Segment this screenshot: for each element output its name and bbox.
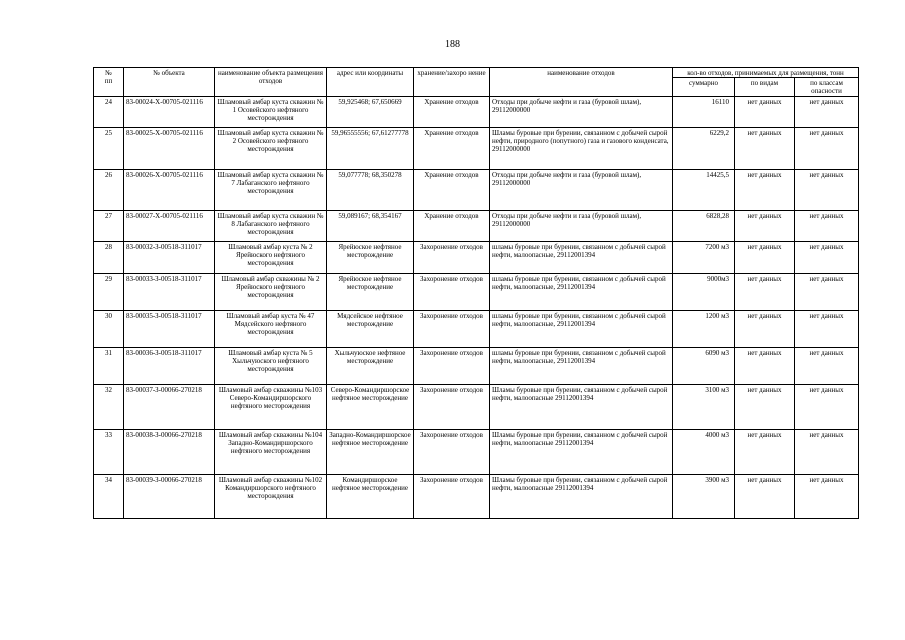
table-row <box>94 429 859 474</box>
object-number-cell: 83-00032-З-00518-311017 <box>124 241 215 273</box>
row-number-cell: 34 <box>94 474 124 518</box>
waste-name-cell: Шламы буровые при бурении, связанном с добычей сырой нефти, малоопасные 29112001394 <box>490 384 673 429</box>
row-number-cell: 30 <box>94 310 124 347</box>
amount-by-class-cell: нет данных <box>795 310 859 347</box>
table-row <box>94 273 859 310</box>
total-amount-cell: 3100 м3 <box>673 384 735 429</box>
waste-name-cell: Отходы при добыче нефти и газа (буровой шлам), 29112000000 <box>490 210 673 241</box>
storage-type-cell: Захоронение отходов <box>414 429 490 474</box>
waste-name-cell: Шламы буровые при бурении, связанном с добычей сырой нефти, природного (попутного) газа и газового конденсата, 29112000000 <box>490 127 673 169</box>
total-amount-cell: 1200 м3 <box>673 310 735 347</box>
total-amount-cell: 6090 м3 <box>673 347 735 384</box>
amount-by-type-cell: нет данных <box>735 429 795 474</box>
storage-type-cell: Захоронение отходов <box>414 310 490 347</box>
row-number-cell: 26 <box>94 169 124 210</box>
amount-by-class-cell: нет данных <box>795 347 859 384</box>
table-row <box>94 474 859 518</box>
object-name-cell: Шламовый амбар куста № 47 Мядсейского нефтяного месторождения <box>215 310 327 347</box>
header-row <box>94 68 859 78</box>
waste-name-cell: шламы буровые при бурении, связанном с добычей сырой нефти, малоопасные, 29112001394 <box>490 310 673 347</box>
row-number-cell: 25 <box>94 127 124 169</box>
amount-by-class-cell: нет данных <box>795 96 859 127</box>
object-name-cell: Шламовый амбар куста скважин № 2 Осовейского нефтяного месторождения <box>215 127 327 169</box>
object-name-cell: Шламовый амбар скважины №103 Северо-Командиршорского нефтяного месторождения <box>215 384 327 429</box>
address-cell: Мядсейское нефтяное месторождение <box>327 310 414 347</box>
storage-type-cell: Захоронение отходов <box>414 347 490 384</box>
amount-by-type-cell: нет данных <box>735 169 795 210</box>
object-number-cell: 83-00038-З-00066-270218 <box>124 429 215 474</box>
row-number-cell: 24 <box>94 96 124 127</box>
amount-by-type-cell: нет данных <box>735 96 795 127</box>
object-number-cell: 83-00027-Х-00705-021116 <box>124 210 215 241</box>
waste-name-cell: Отходы при добыче нефти и газа (буровой шлам), 29112000000 <box>490 96 673 127</box>
amount-by-class-cell: нет данных <box>795 241 859 273</box>
waste-name-cell: Шламы буровые при бурении, связанном с добычей сырой нефти, малоопасные 29112001394 <box>490 429 673 474</box>
storage-type-cell: Захоронение отходов <box>414 384 490 429</box>
amount-by-class-cell: нет данных <box>795 210 859 241</box>
amount-by-type-cell: нет данных <box>735 474 795 518</box>
header-address: адрес или координаты <box>327 68 414 97</box>
header-total: суммарно <box>673 78 735 96</box>
storage-type-cell: Захоронение отходов <box>414 241 490 273</box>
table-body <box>94 96 859 518</box>
waste-name-cell: Шламы буровые при бурении, связанном с добычей сырой нефти, малоопасные 29112001394 <box>490 474 673 518</box>
amount-by-class-cell: нет данных <box>795 384 859 429</box>
address-cell: Командиршорское нефтяное месторождение <box>327 474 414 518</box>
address-cell: Западно-Командиршорское нефтяное месторождение <box>327 429 414 474</box>
table-row <box>94 310 859 347</box>
table-header <box>94 68 859 97</box>
storage-type-cell: Хранение отходов <box>414 169 490 210</box>
table-row <box>94 384 859 429</box>
object-name-cell: Шламовый амбар скважины №102 Командиршорского нефтяного месторождения <box>215 474 327 518</box>
waste-name-cell: шламы буровые при бурении, связанном с добычей сырой нефти, малоопасные, 29112001394 <box>490 241 673 273</box>
total-amount-cell: 6828,28 <box>673 210 735 241</box>
address-cell: 59,089167; 68,354167 <box>327 210 414 241</box>
storage-type-cell: Хранение отходов <box>414 210 490 241</box>
header-object-num: № объекта <box>124 68 215 97</box>
amount-by-type-cell: нет данных <box>735 310 795 347</box>
header-amount-group: кол-во отходов, принимаемых для размещения, тонн <box>673 68 859 78</box>
object-name-cell: Шламовый амбар куста скважин № 7 Лабаганского нефтяного месторождения <box>215 169 327 210</box>
address-cell: 59,077778; 68,350278 <box>327 169 414 210</box>
total-amount-cell: 9000м3 <box>673 273 735 310</box>
table-row <box>94 347 859 384</box>
row-number-cell: 33 <box>94 429 124 474</box>
table-row <box>94 96 859 127</box>
header-storage: хранение/захоро нение <box>414 68 490 97</box>
header-by-type: по видам <box>735 78 795 96</box>
object-name-cell: Шламовый амбар куста скважин № 1 Осовейского нефтяного месторождения <box>215 96 327 127</box>
total-amount-cell: 16110 <box>673 96 735 127</box>
amount-by-type-cell: нет данных <box>735 210 795 241</box>
waste-name-cell: Отходы при добыче нефти и газа (буровой шлам), 29112000000 <box>490 169 673 210</box>
waste-name-cell: шламы буровые при бурении, связанном с добычей сырой нефти, малоопасные, 29112001394 <box>490 347 673 384</box>
amount-by-type-cell: нет данных <box>735 273 795 310</box>
total-amount-cell: 14425,5 <box>673 169 735 210</box>
object-number-cell: 83-00039-З-00066-270218 <box>124 474 215 518</box>
amount-by-type-cell: нет данных <box>735 127 795 169</box>
amount-by-type-cell: нет данных <box>735 384 795 429</box>
header-by-class: по классам опасности <box>795 78 859 96</box>
amount-by-class-cell: нет данных <box>795 169 859 210</box>
object-number-cell: 83-00025-Х-00705-021116 <box>124 127 215 169</box>
storage-type-cell: Захоронение отходов <box>414 273 490 310</box>
table-row <box>94 241 859 273</box>
page-number: 188 <box>445 39 460 50</box>
object-number-cell: 83-00026-Х-00705-021116 <box>124 169 215 210</box>
table-row <box>94 127 859 169</box>
address-cell: Хыльчуюское нефтяное месторождение <box>327 347 414 384</box>
amount-by-class-cell: нет данных <box>795 474 859 518</box>
waste-facilities-table <box>93 67 859 519</box>
total-amount-cell: 6229,2 <box>673 127 735 169</box>
total-amount-cell: 3900 м3 <box>673 474 735 518</box>
object-name-cell: Шламовый амбар скважины №104 Западно-Командиршорского нефтяного месторождения <box>215 429 327 474</box>
address-cell: Ярейюское нефтяное месторождение <box>327 273 414 310</box>
storage-type-cell: Хранение отходов <box>414 96 490 127</box>
address-cell: Ярейюское нефтяное месторождение <box>327 241 414 273</box>
table-row <box>94 210 859 241</box>
waste-name-cell: шламы буровые при бурении, связанном с добычей сырой нефти, малоопасные, 29112001394 <box>490 273 673 310</box>
table-row <box>94 169 859 210</box>
object-name-cell: Шламовый амбар куста № 5 Хыльчуюского нефтяного месторождения <box>215 347 327 384</box>
object-number-cell: 83-00036-З-00518-311017 <box>124 347 215 384</box>
row-number-cell: 29 <box>94 273 124 310</box>
object-name-cell: Шламовый амбар куста скважин № 8 Лабаганского нефтяного месторождения <box>215 210 327 241</box>
amount-by-class-cell: нет данных <box>795 273 859 310</box>
total-amount-cell: 4000 м3 <box>673 429 735 474</box>
row-number-cell: 31 <box>94 347 124 384</box>
amount-by-class-cell: нет данных <box>795 429 859 474</box>
header-num: № пп <box>94 68 124 97</box>
amount-by-type-cell: нет данных <box>735 241 795 273</box>
amount-by-type-cell: нет данных <box>735 347 795 384</box>
object-number-cell: 83-00033-З-00518-311017 <box>124 273 215 310</box>
amount-by-class-cell: нет данных <box>795 127 859 169</box>
object-name-cell: Шламовый амбар скважины № 2 Ярейюского нефтяного месторождения <box>215 273 327 310</box>
row-number-cell: 32 <box>94 384 124 429</box>
address-cell: 59,96555556; 67,61277778 <box>327 127 414 169</box>
object-number-cell: 83-00037-З-00066-270218 <box>124 384 215 429</box>
object-number-cell: 83-00035-З-00518-311017 <box>124 310 215 347</box>
object-number-cell: 83-00024-Х-00705-021116 <box>124 96 215 127</box>
header-waste-name: наименование отходов <box>490 68 673 97</box>
header-object-name: наименование объекта размещения отходов <box>215 68 327 97</box>
storage-type-cell: Хранение отходов <box>414 127 490 169</box>
object-name-cell: Шламовый амбар куста № 2 Ярейюского нефтяного месторождения <box>215 241 327 273</box>
row-number-cell: 27 <box>94 210 124 241</box>
total-amount-cell: 7200 м3 <box>673 241 735 273</box>
address-cell: 59,925468; 67,650669 <box>327 96 414 127</box>
row-number-cell: 28 <box>94 241 124 273</box>
storage-type-cell: Захоронение отходов <box>414 474 490 518</box>
address-cell: Северо-Командиршорское нефтяное месторождение <box>327 384 414 429</box>
